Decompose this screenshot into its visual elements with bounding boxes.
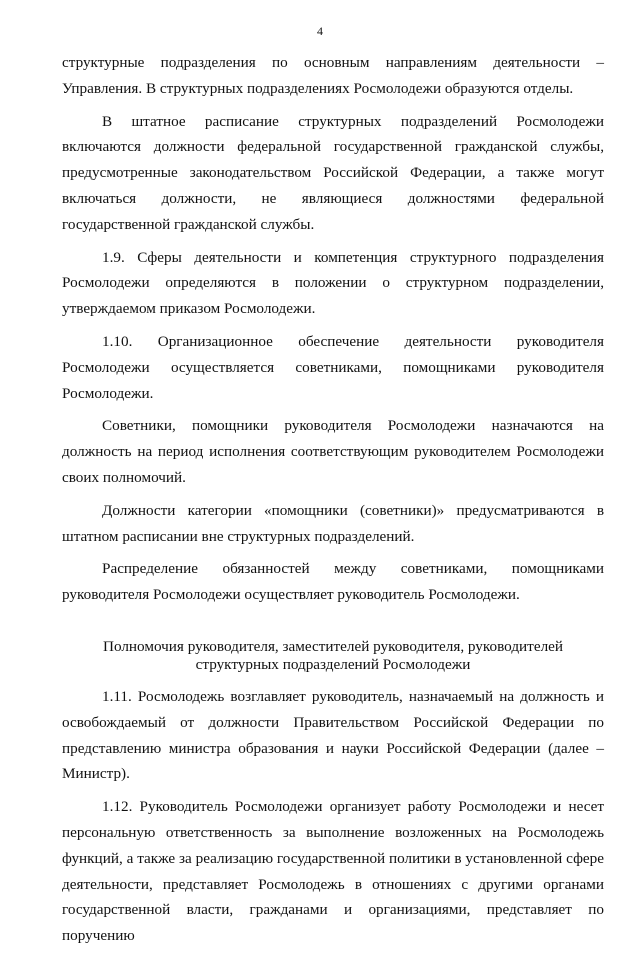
paragraph: 1.11. Росмолодежь возглавляет руководитель, назначаемый на должность и освобождаемый от должности Правительством Российской Федерации по представлению министра образования и науки Российской Федерации (далее – Министр). bbox=[62, 687, 604, 783]
paragraph: Советники, помощники руководителя Росмолодежи назначаются на должность на период исполнения соответствующим руководителем Росмолодежи своих полномочий. bbox=[62, 417, 604, 486]
paragraphs-before-heading bbox=[62, 50, 604, 608]
paragraphs-after-heading bbox=[62, 684, 604, 949]
section-heading-line-2: структурных подразделений Росмолодежи bbox=[195, 655, 471, 673]
paragraph: В штатное расписание структурных подразделений Росмолодежи включаются должности федеральной государственной гражданской службы, предусмотренные законодательством Российской Федерации, а также могут включаться должности, не являющиеся должностями федеральной государственной гражданской службы. bbox=[62, 112, 604, 233]
document-body bbox=[62, 50, 604, 956]
paragraph: Распределение обязанностей между советниками, помощниками руководителя Росмолодежи осуществляет руководитель Росмолодежи. bbox=[62, 560, 604, 604]
paragraph: 1.10. Организационное обеспечение деятельности руководителя Росмолодежи осуществляется советниками, помощниками руководителя Росмолодежи. bbox=[62, 332, 604, 402]
paragraph: Должности категории «помощники (советники)» предусматриваются в штатном расписании вне структурных подразделений. bbox=[62, 501, 604, 545]
paragraph: 1.9. Сферы деятельности и компетенция структурного подразделения Росмолодежи определяются в положении о структурном подразделении, утверждаемом приказом Росмолодежи. bbox=[62, 248, 604, 318]
paragraph: 1.12. Руководитель Росмолодежи организует работу Росмолодежи и несет персональную ответственность за выполнение возложенных на Росмолодежь функций, а также за реализацию государственной политики в установленной сфере деятельности, представляет Росмолодежь в отношениях с другими органами государственной власти, гражданами и организациями, представляет по поручению bbox=[62, 798, 604, 945]
page-number: 4 bbox=[317, 24, 323, 38]
paragraph: структурные подразделения по основным направлениям деятельности – Управления. В структурных подразделениях Росмолодежи образуются отделы. bbox=[62, 54, 604, 97]
section-heading bbox=[62, 638, 604, 674]
section-heading-line-1: Полномочия руководителя, заместителей руководителя, руководителей bbox=[102, 637, 564, 655]
